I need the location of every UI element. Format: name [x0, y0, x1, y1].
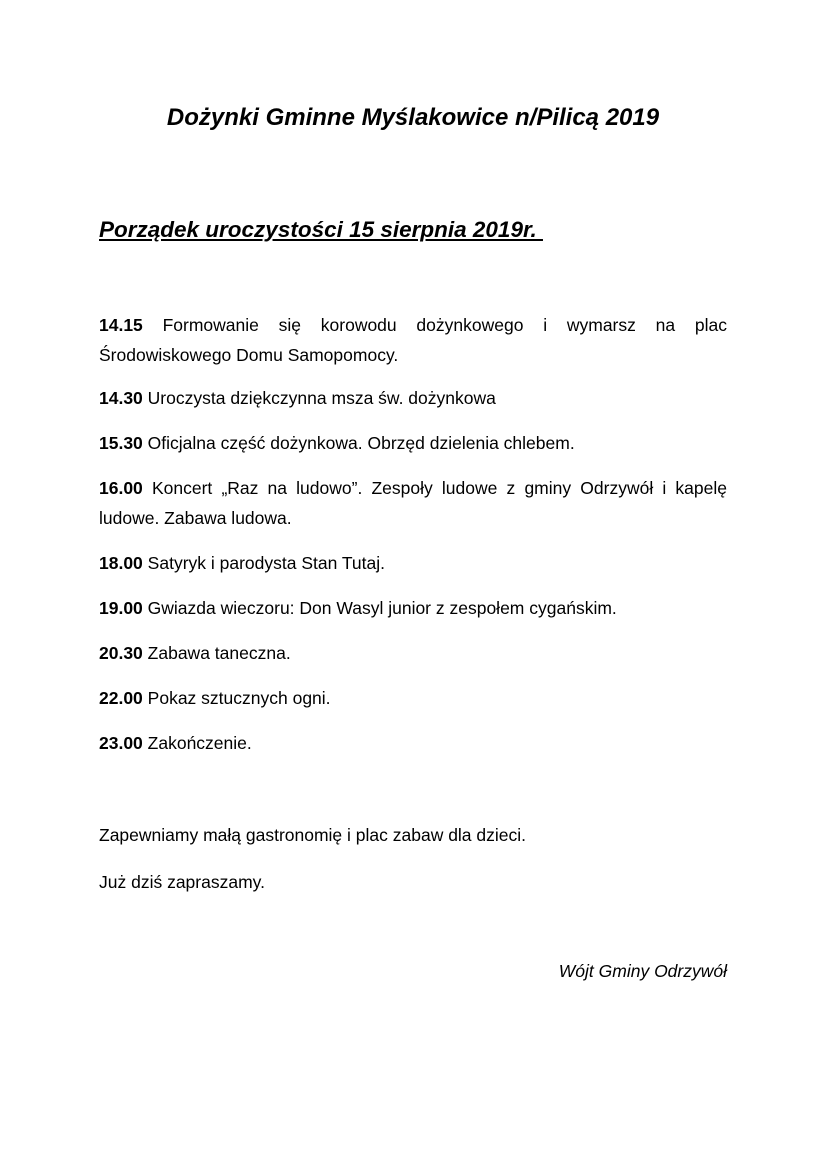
document-subtitle: Porządek uroczystości 15 sierpnia 2019r.	[99, 217, 543, 242]
schedule-item	[99, 548, 727, 578]
closing-note-gastronomy: Zapewniamy małą gastronomię i plac zabaw dla dzieci.	[99, 825, 527, 845]
schedule-list	[99, 310, 727, 773]
schedule-item	[99, 593, 727, 623]
schedule-text: Oficjalna część dożynkowa. Obrzęd dzielenia chlebem.	[147, 433, 575, 453]
schedule-text: Koncert „Raz na ludowo”. Zespoły ludowe z gminy Odrzywół i kapelę ludowe. Zabawa ludowa.	[99, 478, 727, 528]
schedule-text: Formowanie się korowodu dożynkowego i wymarsz na plac Środowiskowego Domu Samopomocy.	[99, 315, 727, 365]
schedule-item	[99, 728, 727, 758]
schedule-item	[99, 683, 727, 713]
schedule-item	[99, 383, 727, 413]
schedule-time: 18.00	[99, 553, 143, 573]
schedule-text: Satyryk i parodysta Stan Tutaj.	[147, 553, 386, 573]
schedule-time: 14.30	[99, 388, 143, 408]
signature: Wójt Gminy Odrzywół	[558, 961, 727, 981]
schedule-item	[99, 473, 727, 533]
schedule-text: Gwiazda wieczoru: Don Wasyl junior z zespołem cygańskim.	[147, 598, 617, 618]
schedule-time: 19.00	[99, 598, 143, 618]
schedule-text: Pokaz sztucznych ogni.	[147, 688, 331, 708]
schedule-time: 20.30	[99, 643, 143, 663]
schedule-text: Zabawa taneczna.	[147, 643, 291, 663]
schedule-item	[99, 310, 727, 370]
schedule-time: 14.15	[99, 315, 143, 335]
schedule-time: 23.00	[99, 733, 143, 753]
schedule-text: Uroczysta dziękczynna msza św. dożynkowa	[147, 388, 496, 408]
schedule-item	[99, 428, 727, 458]
document-title: Dożynki Gminne Myślakowice n/Pilicą 2019	[166, 104, 660, 131]
schedule-item	[99, 638, 727, 668]
schedule-text: Zakończenie.	[147, 733, 252, 753]
schedule-time: 22.00	[99, 688, 143, 708]
schedule-time: 16.00	[99, 478, 143, 498]
closing-note-invitation: Już dziś zapraszamy.	[99, 872, 265, 892]
schedule-time: 15.30	[99, 433, 143, 453]
